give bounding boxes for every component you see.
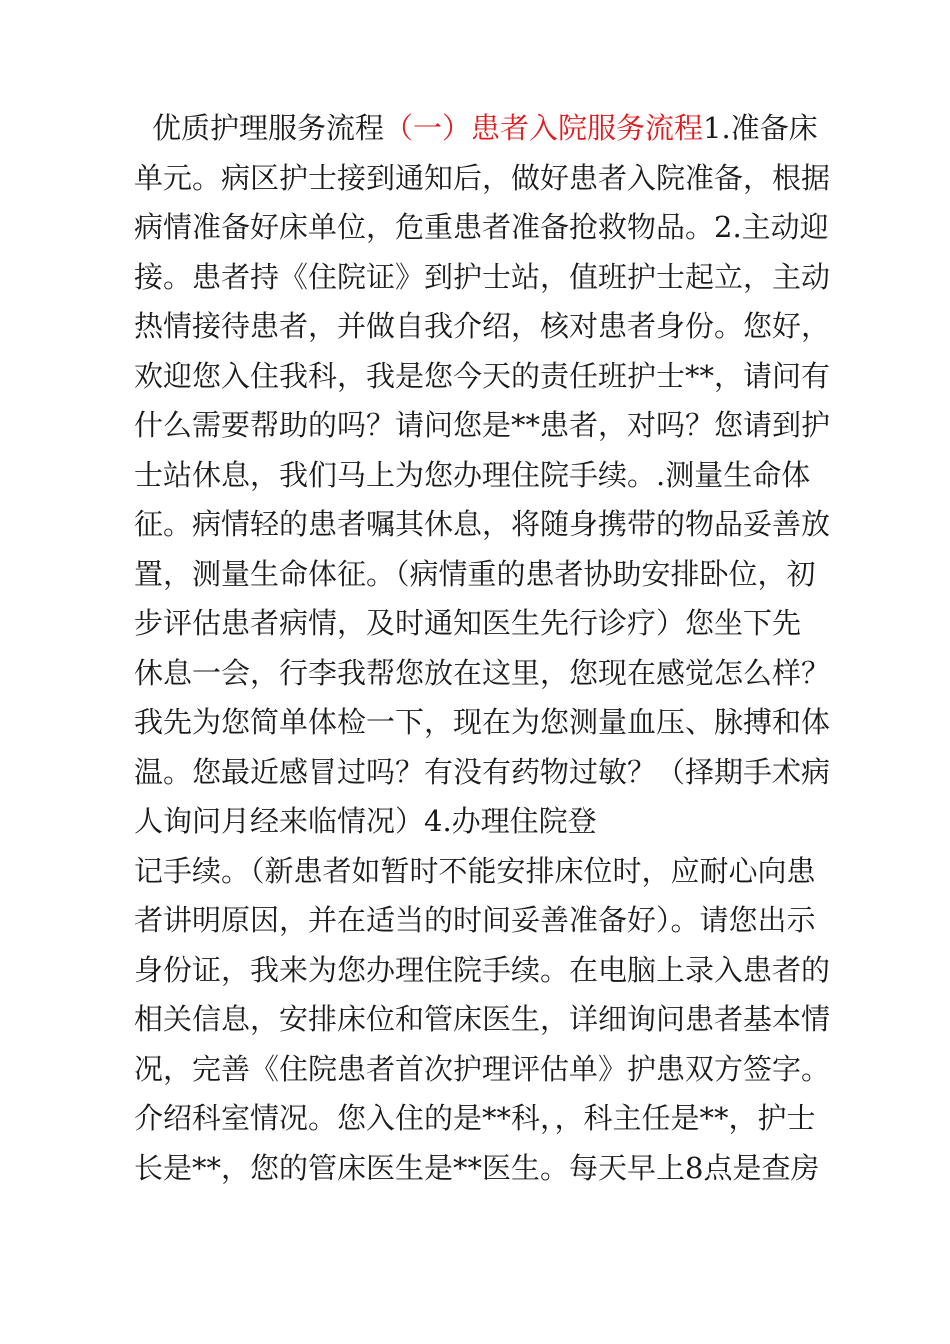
- body-line: 温。您最近感冒过吗？有没有药物过敏？（择期手术病: [134, 754, 831, 789]
- body-line: 接。患者持《住院证》到护士站，值班护士起立，主动: [134, 259, 831, 294]
- body-line: 介绍科室情况。您入住的是**科，，科主任是**，护士: [134, 1101, 816, 1135]
- body-line: 置，测量生命体征。（病情重的患者协助安排卧位，初: [134, 556, 816, 591]
- body-line: 欢迎您入住我科，我是您今天的责任班护士**，请问有: [134, 358, 831, 393]
- document-body: [134, 104, 834, 1193]
- first-line-tail: 1.准备床: [703, 111, 818, 145]
- section-heading: （一）患者入院服务流程: [384, 111, 704, 145]
- body-line: 士站休息，我们马上为您办理住院手续。.测量生命体: [134, 457, 811, 492]
- body-line: 休息一会，行李我帮您放在这里，您现在感觉怎么样？: [134, 655, 831, 690]
- body-line: 病情准备好床单位，危重患者准备抢救物品。2.主动迎: [134, 210, 829, 244]
- body-line: 况，完善《住院患者首次护理评估单》护患双方签字。: [134, 1051, 831, 1086]
- body-line: 热情接待患者，并做自我介绍，核对患者身份。您好，: [134, 309, 831, 343]
- body-line: 什么需要帮助的吗？请问您是**患者，对吗？您请到护: [134, 408, 831, 442]
- body-line: 人询问月经来临情况）4.办理住院登: [134, 804, 597, 838]
- body-line: 步评估患者病情，及时通知医生先行诊疗）您坐下先: [134, 606, 802, 640]
- body-line: 征。病情轻的患者嘱其休息，将随身携带的物品妥善放: [134, 507, 831, 541]
- body-line: 身份证，我来为您办理住院手续。在电脑上录入患者的: [134, 952, 831, 987]
- document-first-line: [134, 104, 834, 154]
- body-line: 长是**，您的管床医生是**医生。每天早上8点是查房: [134, 1150, 820, 1185]
- body-line: 者讲明原因，并在适当的时间妥善准备好）。请您出示: [134, 903, 816, 937]
- body-line: 我先为您简单体检一下，现在为您测量血压、脉搏和体: [134, 705, 831, 739]
- body-line: 单元。病区护士接到通知后，做好患者入院准备，根据: [134, 160, 831, 195]
- body-line: 相关信息，安排床位和管床医生，详细询问患者基本情: [134, 1002, 831, 1036]
- document-title: 优质护理服务流程: [152, 111, 385, 145]
- body-line: 记手续。（新患者如暂时不能安排床位时，应耐心向患: [134, 853, 816, 888]
